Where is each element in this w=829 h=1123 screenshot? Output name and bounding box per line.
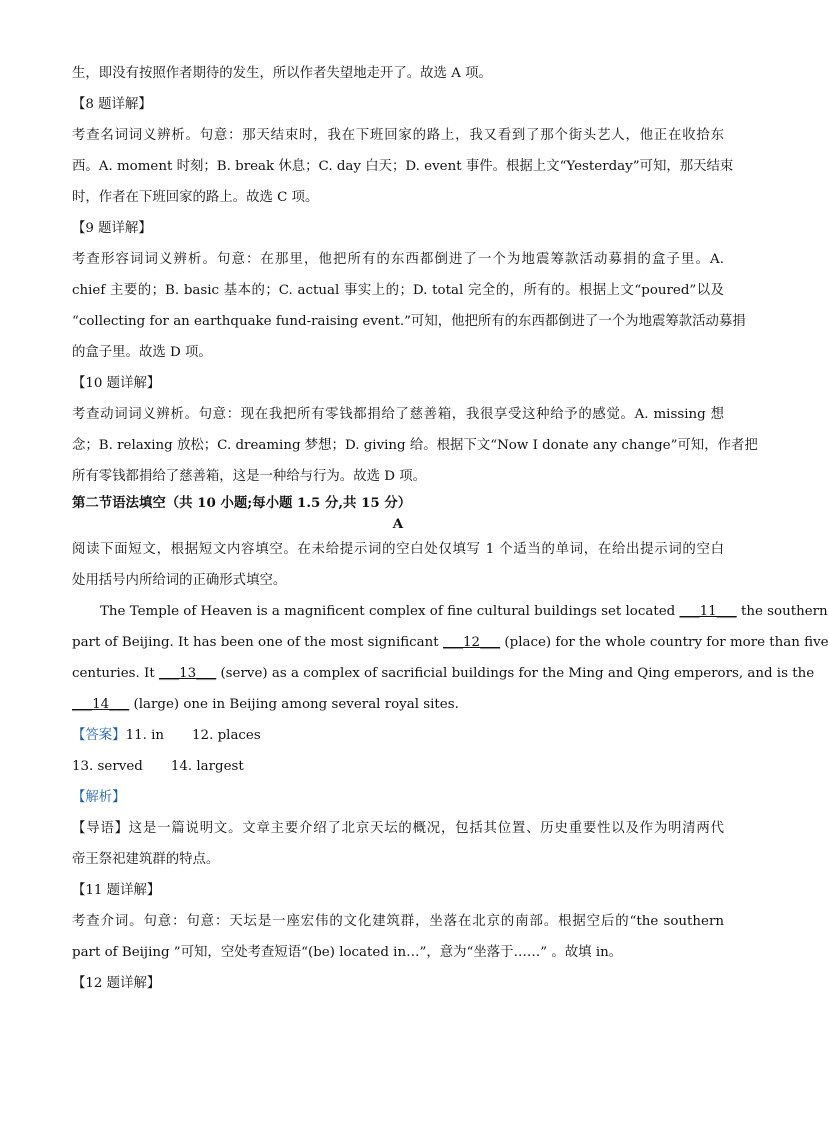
text-line: chief 主要的；B. basic 基本的；C. actual 事实上的；D. total 完全的，所有的。根据上文“poured”以及 [72,283,724,298]
blank-12: ___12___ [442,635,501,650]
passage-line [72,627,829,658]
text-line: part of Beijing ”可知，空处考查短语“(be) located in…”，意为“坐落于……” 。故填 in。 [72,945,623,960]
passage-text: centuries. It [72,666,159,681]
blank-13: ___13___ [158,666,217,681]
guide-line: 帝王祭祀建筑群的特点。 [72,852,220,867]
guide-line [72,813,724,844]
instruction-line: 阅读下面短文，根据短文内容填空。在未给提示词的空白处仅填写 1 个适当的单词，在给出提示词的空白 [72,542,724,557]
passage-text: (serve) as a complex of sacrificial buildings for the Ming and Qing emperors, and is the [216,666,815,681]
text-line: 西。A. moment 时刻；B. break 休息；C. day 白天；D. event 事件。根据上文“Yesterday”可知，那天结束 [72,159,734,174]
answer-line [72,751,724,782]
text-line: 考查形容词词义辨析。句意：在那里，他把所有的东西都倒进了一个为地震筹款活动募捐的盒子里。A. [72,252,724,267]
passage-text: part of Beijing. It has been one of the most significant [72,635,443,650]
text-line: 考查介词。句意：句意：天坛是一座宏伟的文化建筑群，坐落在北京的南部。根据空后的“the southern [72,914,724,929]
question-heading: 【11 题详解】 [72,883,161,898]
text-line: 生，即没有按照作者期待的发生，所以作者失望地走开了。故选 A 项。 [72,66,492,81]
instruction-line: 处用括号内所给词的正确形式填空。 [72,573,287,588]
passage-text: the southern [736,604,828,619]
text-line: 时，作者在下班回家的路上。故选 C 项。 [72,190,319,205]
passage-text: The Temple of Heaven is a magnificent complex of fine cultural buildings set located [100,604,680,619]
passage-line [72,689,724,720]
question-heading: 【9 题详解】 [72,221,152,236]
question-heading: 【8 题详解】 [72,97,152,112]
passage-line [72,658,815,689]
text-line: 的盒子里。故选 D 项。 [72,345,212,360]
answer-13: 13. served [72,759,143,774]
guide-text: 这是一篇说明文。文章主要介绍了北京天坛的概况，包括其位置、历史重要性以及作为明清两代 [128,821,724,836]
analysis-tag: 【解析】 [72,790,126,805]
passage-line [72,596,828,627]
blank-14: ___14___ [72,697,130,712]
text-line: 考查名词词义辨析。句意：那天结束时，我在下班回家的路上，我又看到了那个街头艺人，他正在收拾东 [72,128,724,143]
text-line: 念；B. relaxing 放松；C. dreaming 梦想；D. giving 给。根据下文“Now I donate any change”可知，作者把 [72,438,758,453]
answer-11: 11. in [125,728,165,743]
answer-tag: 【答案】 [72,728,126,743]
answer-14: 14. largest [170,759,244,774]
document-page [72,58,829,999]
guide-tag: 【导语】 [72,821,129,836]
text-line: “collecting for an earthquake fund-raising event.”可知，他把所有的东西都倒进了一个为地震筹款活动募捐 [72,314,746,329]
section-title: 第二节语法填空（共 10 小题;每小题 1.5 分,共 15 分） [72,495,412,511]
answer-line [72,720,724,751]
question-heading: 【12 题详解】 [72,976,161,991]
passage-label: A [392,516,404,532]
text-line: 考查动词词义辨析。句意：现在我把所有零钱都捐给了慈善箱，我很享受这种给予的感觉。A. missing 想 [72,407,724,422]
blank-11: ___11___ [679,604,737,619]
passage-text: (place) for the whole country for more than five [500,635,829,650]
question-heading: 【10 题详解】 [72,376,161,391]
passage-text: (large) one in Beijing among several royal sites. [129,697,459,712]
text-line: 所有零钱都捐给了慈善箱，这是一种给与行为。故选 D 项。 [72,469,427,484]
answer-12: 12. places [192,728,261,743]
